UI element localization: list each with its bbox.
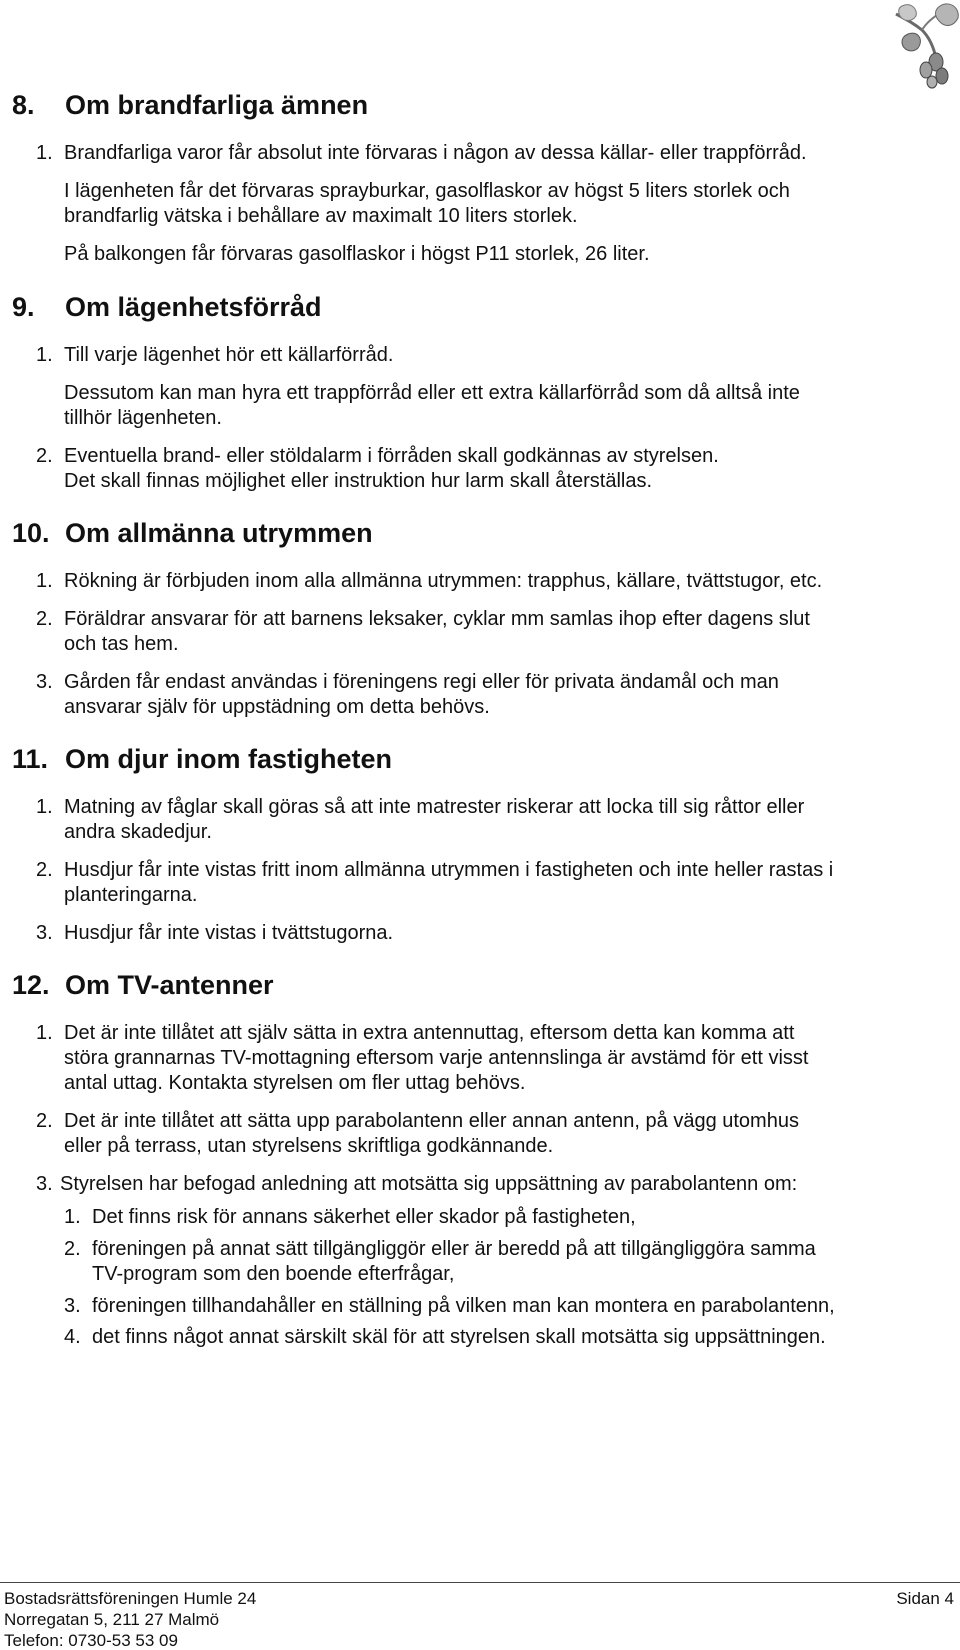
- list-item-text: Matning av fåglar skall göras så att inte matrester riskerar att locka till sig råttor eller: [64, 796, 805, 818]
- list-item-text: eller på terrass, utan styrelsens skriftliga godkännande.: [64, 1135, 554, 1157]
- sublist-marker: 1.: [64, 1206, 81, 1228]
- list-item-text: andra skadedjur.: [64, 821, 212, 843]
- section-number: 8.: [12, 90, 35, 120]
- section-title: Om brandfarliga ämnen: [65, 90, 369, 120]
- list-marker: 1.: [36, 142, 53, 164]
- paragraph-line: Dessutom kan man hyra ett trappförråd eller ett extra källarförråd som då alltså inte: [64, 382, 800, 404]
- sublist-item-text: föreningen tillhandahåller en ställning på vilken man kan montera en parabolantenn,: [92, 1295, 835, 1317]
- footer-page-number: Sidan 4: [896, 1589, 954, 1608]
- paragraph-line: På balkongen får förvaras gasolflaskor i högst P11 storlek, 26 liter.: [64, 243, 650, 265]
- list-item-text: Husdjur får inte vistas i tvättstugorna.: [64, 922, 394, 944]
- list-item-text: Eventuella brand- eller stöldalarm i förråden skall godkännas av styrelsen.: [64, 445, 719, 467]
- fig-branch-logo-icon: [888, 0, 960, 90]
- section-title: Om djur inom fastigheten: [65, 744, 393, 774]
- list-marker: 1.: [36, 344, 53, 366]
- list-marker: 1.: [36, 1022, 53, 1044]
- section-number: 11.: [12, 744, 49, 774]
- list-marker: 3.: [36, 671, 53, 693]
- list-marker: 3.: [36, 1173, 53, 1195]
- list-item-text: Rökning är förbjuden inom alla allmänna utrymmen: trapphus, källare, tvättstugor, etc.: [64, 570, 823, 592]
- footer-phone: Telefon: 0730-53 53 09: [4, 1631, 178, 1650]
- list-item-text: Till varje lägenhet hör ett källarförråd.: [64, 344, 394, 366]
- section-title: Om lägenhetsförråd: [65, 292, 322, 322]
- sublist-marker: 3.: [64, 1295, 81, 1317]
- list-item-text: Husdjur får inte vistas fritt inom allmänna utrymmen i fastigheten och inte heller rastas i: [64, 859, 834, 881]
- list-marker: 2.: [36, 859, 53, 881]
- list-item-text: Föräldrar ansvarar för att barnens leksaker, cyklar mm samlas ihop efter dagens slut: [64, 608, 810, 630]
- footer-org-name: Bostadsrättsföreningen Humle 24: [4, 1589, 257, 1608]
- sublist-item-text: föreningen på annat sätt tillgängliggör eller är beredd på att tillgängliggöra samma: [92, 1238, 816, 1260]
- list-marker: 2.: [36, 1110, 53, 1132]
- sublist-marker: 4.: [64, 1326, 81, 1348]
- section-number: 12.: [12, 970, 50, 1000]
- section-title: Om allmänna utrymmen: [65, 518, 373, 548]
- list-item-text: Gården får endast användas i föreningens regi eller för privata ändamål och man: [64, 671, 779, 693]
- paragraph-line: I lägenheten får det förvaras sprayburkar, gasolflaskor av högst 5 liters storlek och: [64, 180, 790, 202]
- sublist-item-text: TV-program som den boende efterfrågar,: [92, 1263, 455, 1285]
- section-title: Om TV-antenner: [65, 970, 274, 1000]
- list-item-text: Det är inte tillåtet att själv sätta in extra antennuttag, eftersom detta kan komma att: [64, 1022, 795, 1044]
- list-item-text: Styrelsen har befogad anledning att motsätta sig uppsättning av parabolantenn om:: [60, 1173, 798, 1195]
- list-marker: 1.: [36, 570, 53, 592]
- list-item-text: planteringarna.: [64, 884, 198, 906]
- list-item-text: störa grannarnas TV-mottagning eftersom varje antennslinga är avstämd för ett visst: [64, 1047, 809, 1069]
- sublist-item-text: Det finns risk för annans säkerhet eller skador på fastigheten,: [92, 1206, 636, 1228]
- paragraph-line: tillhör lägenheten.: [64, 407, 222, 429]
- list-marker: 3.: [36, 922, 53, 944]
- list-item-text: Brandfarliga varor får absolut inte förvaras i någon av dessa källar- eller trappförråd.: [64, 142, 807, 164]
- section-number: 9.: [12, 292, 35, 322]
- footer-address: Norregatan 5, 211 27 Malmö: [4, 1610, 220, 1629]
- paragraph-line: brandfarlig vätska i behållare av maximalt 10 liters storlek.: [64, 205, 578, 227]
- list-item-text: och tas hem.: [64, 633, 179, 655]
- sublist-marker: 2.: [64, 1238, 81, 1260]
- list-marker: 2.: [36, 608, 53, 630]
- list-marker: 2.: [36, 445, 53, 467]
- section-number: 10.: [12, 518, 50, 548]
- footer-divider: [0, 1582, 960, 1583]
- list-item-text: Det skall finnas möjlighet eller instruktion hur larm skall återställas.: [64, 470, 653, 492]
- list-item-text: ansvarar själv för uppstädning om detta behövs.: [64, 696, 490, 718]
- list-item-text: antal uttag. Kontakta styrelsen om fler uttag behövs.: [64, 1072, 526, 1094]
- list-item-text: Det är inte tillåtet att sätta upp parabolantenn eller annan antenn, på vägg utomhus: [64, 1110, 799, 1132]
- list-marker: 1.: [36, 796, 53, 818]
- sublist-item-text: det finns något annat särskilt skäl för att styrelsen skall motsätta sig uppsättningen.: [92, 1326, 826, 1348]
